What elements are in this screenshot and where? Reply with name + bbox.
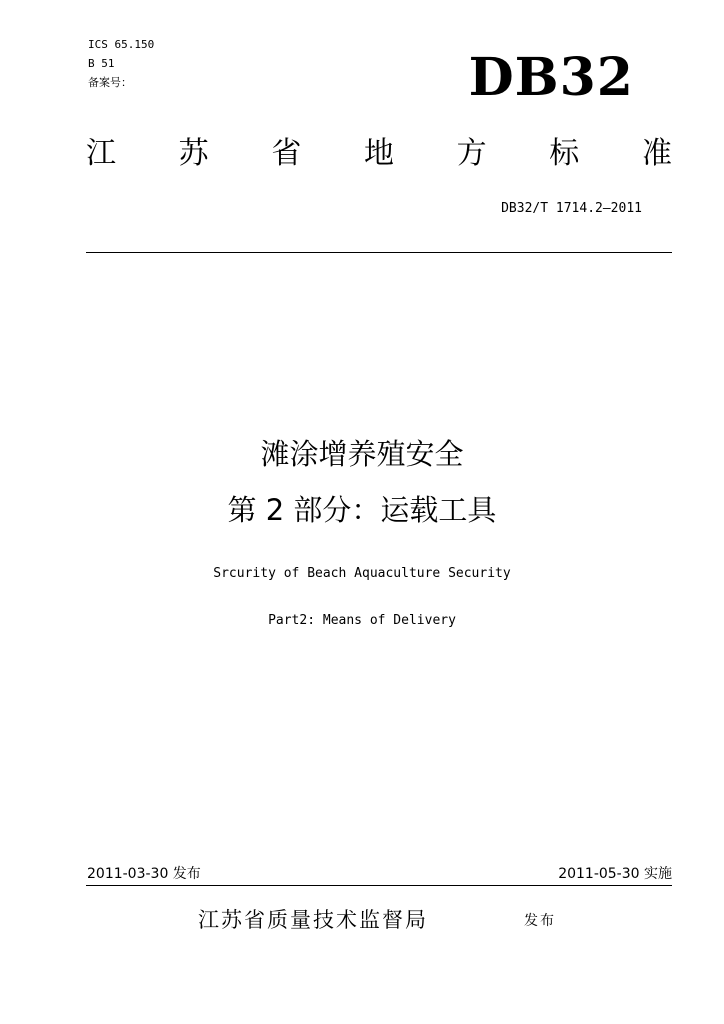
english-title-line2: Part2: Means of Delivery xyxy=(268,613,456,628)
publisher-name: 江苏省质量技术监督局 xyxy=(198,908,428,932)
bottom-divider xyxy=(86,885,672,886)
ics-code: ICS 65.150 xyxy=(88,38,155,51)
chinese-title-line1: 滩涂增养殖安全 xyxy=(260,437,464,471)
standard-title-char: 准 xyxy=(641,136,672,171)
db32-logo: DB32 xyxy=(468,47,634,108)
publish-label: 发布 xyxy=(524,913,556,929)
standard-type-title xyxy=(86,134,672,174)
standard-title-char: 省 xyxy=(271,136,302,171)
standard-number: DB32/T 1714.2—2011 xyxy=(501,201,642,216)
classification-code: B 51 xyxy=(88,57,115,70)
standard-title-char: 标 xyxy=(549,136,580,171)
standard-title-char: 地 xyxy=(363,136,394,171)
implementation-date: 2011-05-30 实施 xyxy=(558,866,672,882)
standard-title-char: 苏 xyxy=(178,136,209,171)
english-title-line1: Srcurity of Beach Aquaculture Security xyxy=(213,566,511,581)
record-number-label: 备案号： xyxy=(88,76,132,89)
issue-date: 2011-03-30 发布 xyxy=(87,866,201,882)
top-divider xyxy=(86,252,672,253)
standard-title-char: 江 xyxy=(86,136,116,171)
chinese-title-line2: 第 2 部分：运载工具 xyxy=(227,493,497,527)
standard-title-char: 方 xyxy=(456,136,487,171)
